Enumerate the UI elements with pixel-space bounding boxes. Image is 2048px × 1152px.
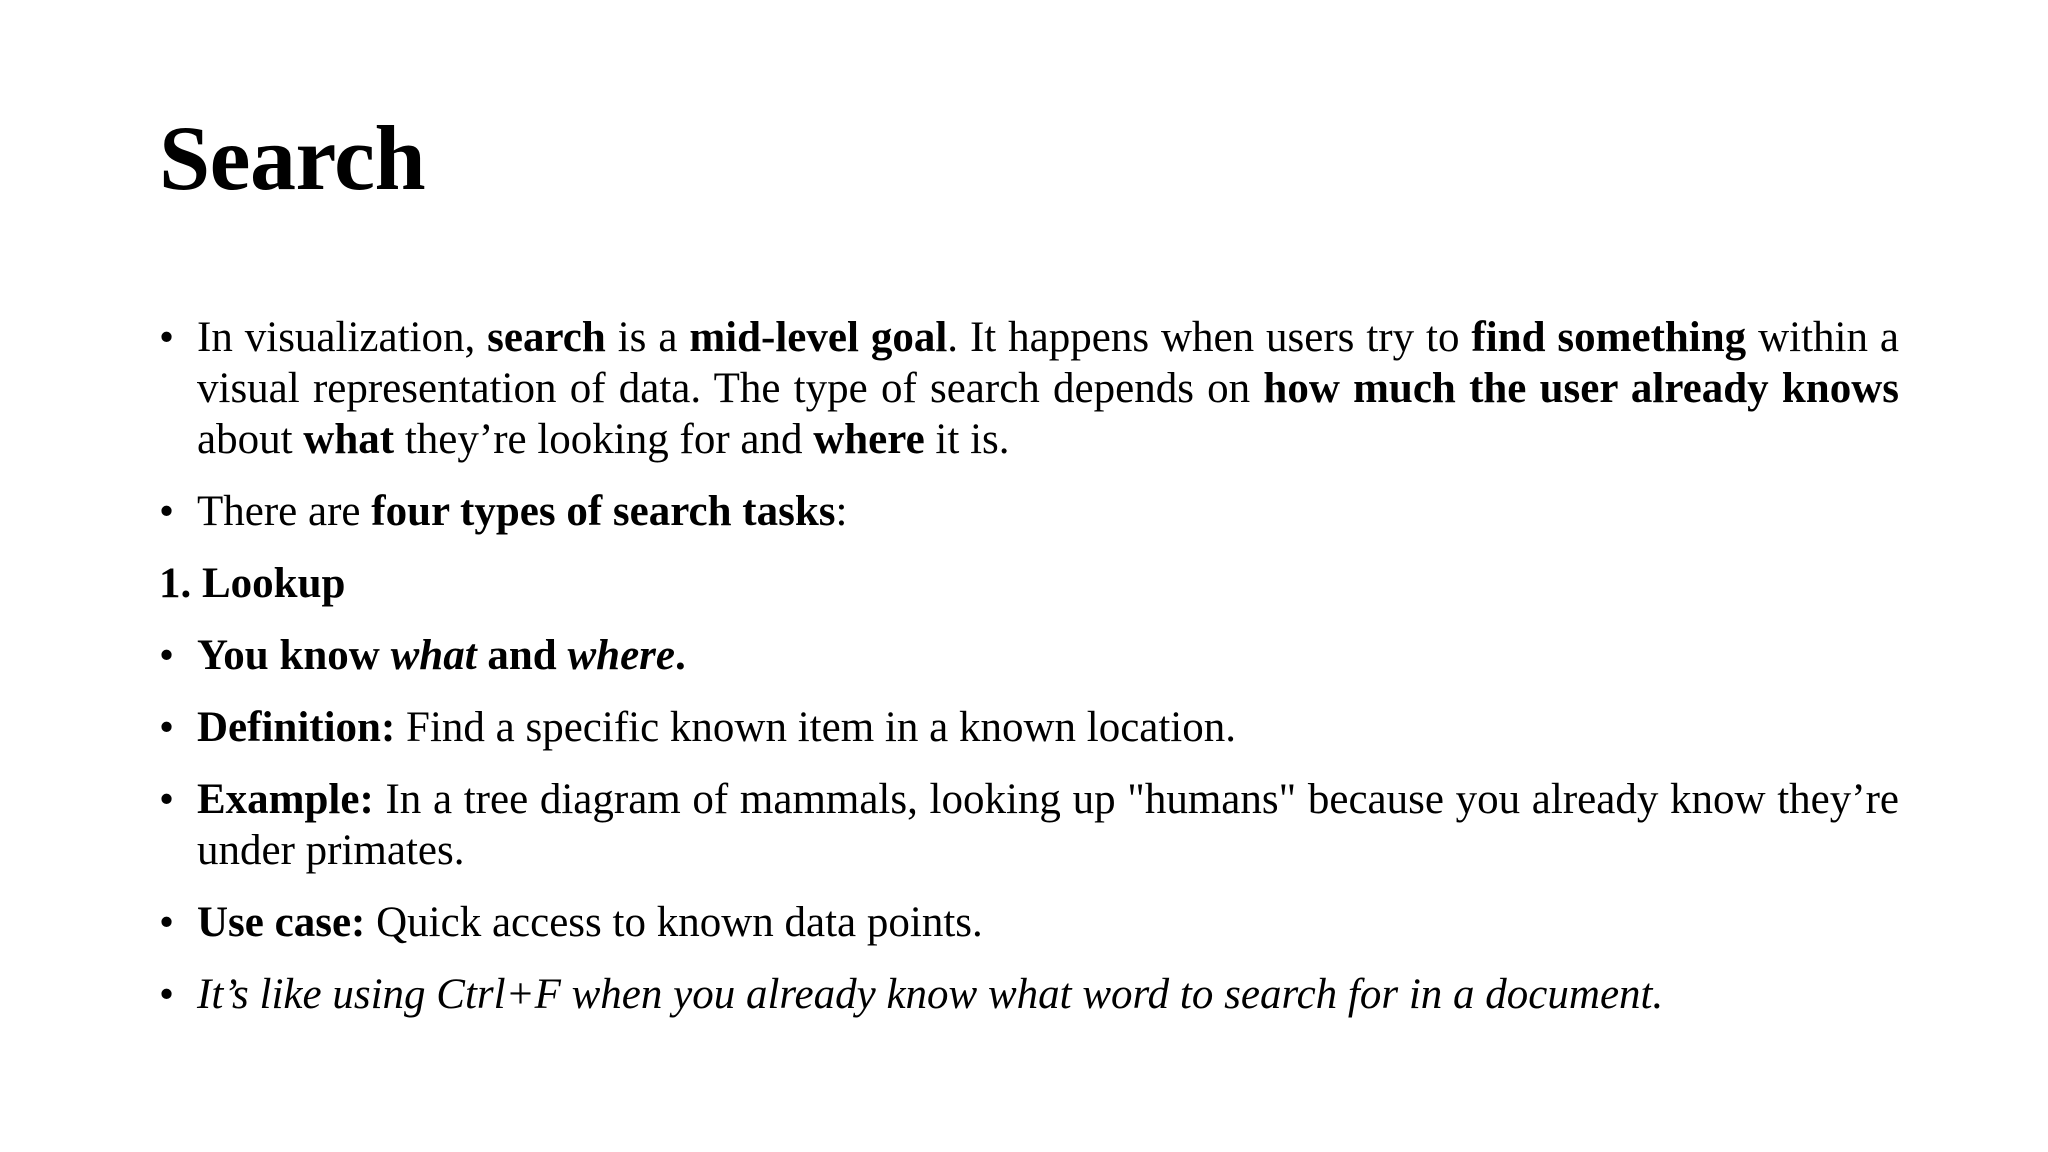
example-label: Example: <box>197 776 374 823</box>
text-run: within a visual representation of data. The type of search depends on <box>197 314 1899 412</box>
bold-run: and <box>476 632 568 679</box>
bullet-search-intro <box>159 312 1899 465</box>
bullet-know-what-where <box>159 630 1899 681</box>
text-run: it is. <box>924 416 1010 463</box>
text-run: they’re looking for and <box>394 416 814 463</box>
bullet-icon: • <box>159 488 175 535</box>
bold-run: four types of search tasks <box>371 488 836 535</box>
use-case-label: Use case: <box>197 899 366 946</box>
bold-run: . <box>674 632 686 679</box>
text-run: . It happens when users try to <box>947 314 1472 361</box>
bold-run: mid-level goal <box>689 314 948 361</box>
text-run: : <box>835 488 848 535</box>
bold-run: where <box>813 416 925 463</box>
text-run: is a <box>605 314 690 361</box>
bullet-icon: • <box>159 899 175 946</box>
bold-run: search <box>487 314 606 361</box>
bold-run: how much the user already knows <box>1263 365 1899 412</box>
text-run: about <box>197 416 304 463</box>
bullet-use-case <box>159 897 1899 948</box>
bullet-icon: • <box>159 632 175 679</box>
bullet-icon: • <box>159 704 175 751</box>
definition-label: Definition: <box>197 704 396 751</box>
bold-italic-run: where <box>567 632 675 679</box>
analogy-text: It’s like using Ctrl+F when you already know what word to search for in a document. <box>197 971 1664 1018</box>
bold-run: what <box>303 416 395 463</box>
bullet-example <box>159 774 1899 876</box>
bold-italic-run: what <box>390 632 477 679</box>
slide-title: Search <box>159 107 426 209</box>
example-text: In a tree diagram of mammals, looking up "humans" because you already know they’re under primates. <box>197 776 1899 874</box>
bullet-icon: • <box>159 776 175 823</box>
bullet-icon: • <box>159 971 175 1018</box>
definition-text: Find a specific known item in a known location. <box>395 704 1237 751</box>
bold-run: find something <box>1471 314 1747 361</box>
text-run: In visualization, <box>197 314 488 361</box>
bullet-definition <box>159 702 1899 753</box>
use-case-text: Quick access to known data points. <box>365 899 983 946</box>
section-heading-lookup: 1. Lookup <box>159 560 346 607</box>
bullet-four-types <box>159 486 1899 537</box>
text-run: There are <box>197 488 372 535</box>
slide-content <box>159 312 1899 1041</box>
bullet-ctrl-f-analogy <box>159 969 1899 1020</box>
bold-run: You know <box>197 632 391 679</box>
bullet-icon: • <box>159 314 175 361</box>
